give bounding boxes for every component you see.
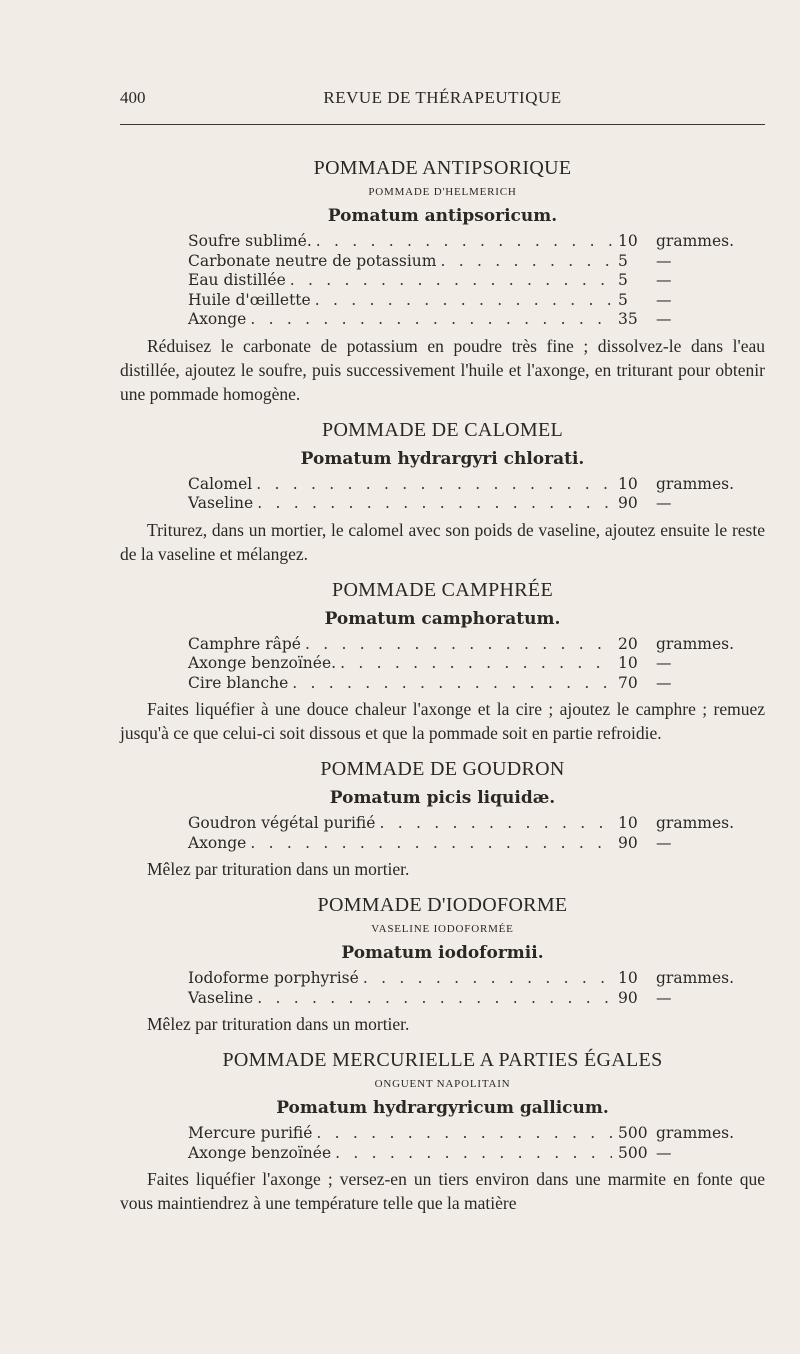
ingredient-unit: grammes.: [656, 1124, 735, 1142]
ingredient-quantity: 10: [618, 969, 638, 987]
ingredient-quantity: 500: [618, 1124, 648, 1142]
ingredient-row: [188, 475, 748, 495]
ingredient-row: [188, 989, 748, 1009]
ingredient-name: Camphre râpé: [188, 634, 301, 653]
ingredient-unit: —: [656, 673, 672, 692]
ingredient-name: Vaseline: [188, 494, 254, 512]
recipe-title: POMMADE CAMPHRÉE: [332, 578, 553, 601]
document-page: [120, 0, 765, 1354]
recipe-section: [120, 576, 765, 746]
recipe-subtitle: POMMADE D'HELMERICH: [368, 186, 517, 198]
ingredient-quantity: 500: [618, 1143, 648, 1162]
recipe-latin-name: Pomatum hydrargyri chlorati.: [300, 448, 585, 469]
ingredient-row: [188, 252, 748, 272]
leader-dots: [316, 232, 612, 252]
ingredient-name: Huile d'œillette: [188, 290, 311, 309]
ingredient-list: [188, 1124, 748, 1163]
ingredient-name: Vaseline: [188, 988, 254, 1007]
ingredient-name: Soufre sublimé.: [188, 232, 312, 250]
recipe-latin-name: Pomatum camphoratum.: [324, 608, 561, 629]
recipe-subtitle: VASELINE IODOFORMÉE: [371, 923, 514, 935]
ingredient-quantity: 90: [618, 833, 638, 852]
leader-dots: [257, 494, 612, 514]
ingredient-quantity: 10: [618, 814, 638, 832]
recipe-latin-name: Pomatum hydrargyricum gallicum.: [276, 1098, 609, 1118]
recipe-list: [120, 154, 765, 1221]
recipe-subtitle: ONGUENT NAPOLITAIN: [374, 1078, 511, 1090]
recipe-title: POMMADE MERCURIELLE A PARTIES ÉGALES: [222, 1049, 663, 1071]
ingredient-quantity: 10: [618, 474, 638, 493]
ingredient-row: [188, 1124, 748, 1144]
ingredient-quantity: 90: [618, 988, 638, 1007]
recipe-instructions: Faites liquéfier à une douce chaleur l'axonge et la cire ; ajoutez le camphre ; remuez jusqu'à ce que celui-ci soit dissous et que la pommade soit en partie refroidie.: [120, 699, 765, 743]
ingredient-name: Axonge benzoïnée: [188, 1143, 332, 1162]
ingredient-unit: —: [656, 988, 672, 1007]
running-head: [120, 88, 765, 110]
leader-dots: [340, 654, 612, 674]
ingredient-row: [188, 291, 748, 311]
ingredient-unit: grammes.: [656, 474, 735, 493]
ingredient-name: Axonge: [188, 310, 247, 328]
ingredient-list: [188, 814, 748, 853]
leader-dots: [257, 989, 612, 1009]
leader-dots: [379, 814, 612, 834]
recipe-title: POMMADE DE GOUDRON: [320, 758, 565, 780]
ingredient-unit: —: [656, 654, 672, 672]
header-rule: [120, 124, 765, 125]
ingredient-unit: —: [656, 1143, 672, 1162]
ingredient-unit: grammes.: [656, 634, 735, 653]
recipe-title: POMMADE DE CALOMEL: [322, 418, 563, 441]
ingredient-unit: —: [656, 251, 672, 270]
recipe-section: [120, 891, 765, 1036]
leader-dots: [292, 674, 612, 694]
recipe-title: POMMADE D'IODOFORME: [317, 894, 568, 916]
recipe-section: [120, 154, 765, 406]
ingredient-unit: —: [656, 290, 672, 309]
ingredient-unit: —: [656, 833, 672, 852]
ingredient-name: Mercure purifié: [188, 1124, 313, 1142]
ingredient-name: Calomel: [188, 474, 253, 493]
recipe-instructions: Mêlez par trituration dans un mortier.: [147, 1014, 410, 1034]
ingredient-quantity: 70: [618, 673, 638, 692]
ingredient-unit: grammes.: [656, 232, 735, 250]
ingredient-quantity: 35: [618, 310, 638, 328]
ingredient-name: Axonge: [188, 833, 247, 852]
ingredient-list: [188, 475, 748, 514]
ingredient-row: [188, 635, 748, 655]
ingredient-name: Goudron végétal purifié: [188, 814, 376, 832]
ingredient-quantity: 20: [618, 634, 638, 653]
ingredient-list: [188, 635, 748, 694]
ingredient-unit: grammes.: [656, 814, 735, 832]
leader-dots: [290, 271, 612, 291]
leader-dots: [315, 291, 612, 311]
ingredient-list: [188, 232, 748, 330]
ingredient-quantity: 5: [618, 290, 628, 309]
ingredient-unit: —: [656, 271, 672, 289]
recipe-latin-name: Pomatum antipsoricum.: [327, 206, 558, 226]
leader-dots: [316, 1124, 612, 1144]
ingredient-row: [188, 969, 748, 989]
ingredient-row: [188, 494, 748, 514]
leader-dots: [250, 310, 612, 330]
ingredient-row: [188, 834, 748, 854]
leader-dots: [256, 475, 612, 495]
ingredient-unit: —: [656, 310, 672, 328]
ingredient-quantity: 90: [618, 494, 638, 512]
ingredient-row: [188, 674, 748, 694]
recipe-instructions: Faites liquéfier l'axonge ; versez-en un tiers environ dans une marmite en fonte que vous maintiendrez à une température telle que la matière: [120, 1169, 765, 1213]
ingredient-row: [188, 1144, 748, 1164]
ingredient-row: [188, 310, 748, 330]
ingredient-quantity: 10: [618, 232, 638, 250]
recipe-section: [120, 416, 765, 566]
page-number: 400: [120, 88, 146, 107]
recipe-section: [120, 1046, 765, 1215]
ingredient-unit: grammes.: [656, 969, 735, 987]
recipe-instructions: Triturez, dans un mortier, le calomel avec son poids de vaseline, ajoutez ensuite le reste de la vaseline et mélangez.: [120, 519, 765, 564]
ingredient-quantity: 5: [618, 251, 628, 270]
ingredient-row: [188, 271, 748, 291]
recipe-latin-name: Pomatum iodoformii.: [341, 943, 544, 963]
ingredient-row: [188, 654, 748, 674]
ingredient-quantity: 5: [618, 271, 628, 289]
recipe-instructions: Réduisez le carbonate de potassium en poudre très fine ; dissolvez-le dans l'eau distillée, ajoutez le soufre, puis successivement l'huile et l'axonge, en triturant pour obtenir une pommade homogène.: [120, 335, 765, 404]
recipe-instructions: Mêlez par trituration dans un mortier.: [147, 859, 410, 879]
recipe-latin-name: Pomatum picis liquidæ.: [329, 788, 556, 808]
leader-dots: [440, 252, 612, 272]
journal-title: REVUE DE THÉRAPEUTIQUE: [323, 88, 562, 107]
recipe-title: POMMADE ANTIPSORIQUE: [313, 157, 572, 179]
leader-dots: [363, 969, 612, 989]
ingredient-name: Axonge benzoïnée.: [188, 654, 337, 672]
ingredient-name: Carbonate neutre de potassium: [188, 251, 437, 270]
ingredient-list: [188, 969, 748, 1008]
leader-dots: [305, 635, 612, 655]
ingredient-row: [188, 232, 748, 252]
ingredient-row: [188, 814, 748, 834]
ingredient-name: Iodoforme porphyrisé: [188, 969, 359, 987]
ingredient-quantity: 10: [618, 654, 638, 672]
recipe-section: [120, 755, 765, 881]
ingredient-name: Eau distillée: [188, 271, 286, 289]
leader-dots: [250, 834, 612, 854]
ingredient-unit: —: [656, 494, 672, 512]
ingredient-name: Cire blanche: [188, 673, 289, 692]
leader-dots: [335, 1144, 612, 1164]
